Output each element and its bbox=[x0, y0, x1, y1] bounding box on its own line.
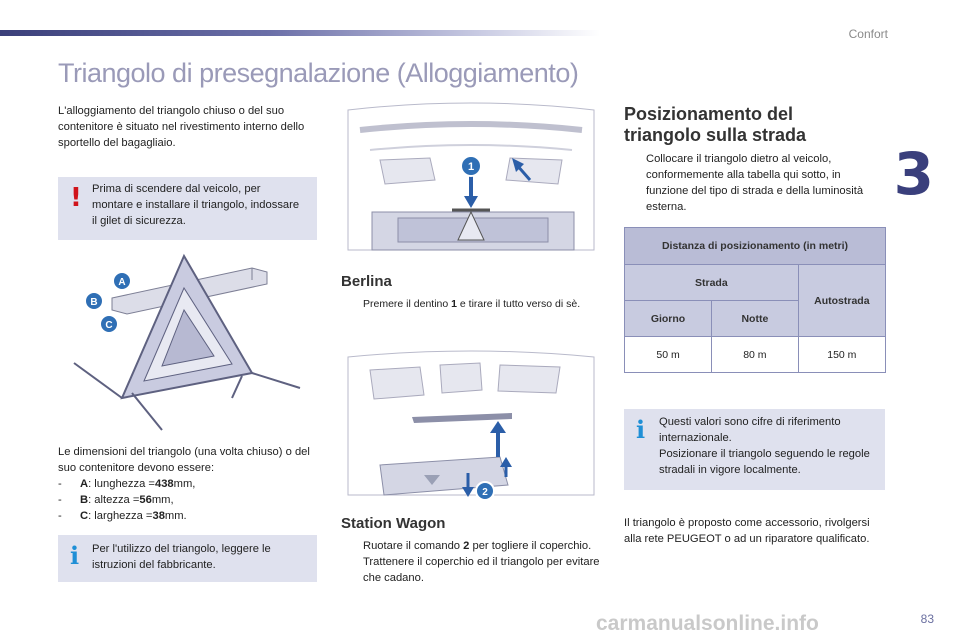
instruction-item: Ruotare il comando 2 per togliere il coperchio. bbox=[341, 538, 603, 554]
step-2-label: 2 bbox=[482, 487, 488, 498]
berlina-figure bbox=[340, 100, 602, 265]
label-a: A bbox=[118, 277, 126, 288]
chapter-number: 3 bbox=[893, 140, 934, 208]
column-autostrada: Autostrada bbox=[798, 265, 885, 337]
intro-text: L'alloggiamento del triangolo chiuso o del suo contenitore è situato nel rivestimento interno dello sportello del bagagliaio. bbox=[58, 105, 305, 149]
warning-text: Prima di scendere dal veicolo, per montare e installare il triangolo, indossare il gilet di sicurezza. bbox=[92, 183, 300, 227]
info-text-reference: Questi valori sono cifre di riferimento internazionale. Posizionare il triangolo seguendo le regole stradali in vigore localmente. bbox=[659, 416, 870, 476]
header-accent-bar bbox=[0, 30, 600, 36]
dimensions-intro: Le dimensioni del triangolo (una volta chiuso) o del suo contenitore devono essere: bbox=[58, 446, 310, 474]
warning-box bbox=[58, 177, 317, 240]
watermark: carmanualsonline.info bbox=[596, 612, 819, 635]
label-c-icon bbox=[100, 315, 118, 333]
triangle-figure bbox=[62, 248, 312, 433]
label-c: C bbox=[105, 320, 113, 331]
dimension-item: - A : lunghezza = 438 mm, bbox=[58, 478, 196, 490]
step-1-icon bbox=[461, 156, 481, 176]
bullet-icon bbox=[341, 296, 353, 312]
info-icon: i bbox=[636, 415, 646, 444]
value-notte: 80 m bbox=[712, 337, 799, 373]
label-b: B bbox=[90, 297, 98, 308]
positioning-instruction: Collocare il triangolo dietro al veicolo, conformemente alla tabella qui sotto, in funzione del tipo di strada e della luminosità esterna. bbox=[624, 151, 864, 215]
bullet-icon bbox=[624, 151, 636, 215]
info-box-reference bbox=[624, 409, 885, 490]
label-b-icon bbox=[85, 292, 103, 310]
column-giorno: Giorno bbox=[625, 301, 712, 337]
distance-table bbox=[624, 227, 886, 373]
value-giorno: 50 m bbox=[625, 337, 712, 373]
accessory-note: Il triangolo è proposto come accessorio, rivolgersi alla rete PEUGEOT o ad un riparatore qualificato. bbox=[624, 517, 870, 545]
step-1-label: 1 bbox=[467, 161, 475, 173]
step-2-icon bbox=[476, 482, 494, 500]
station-wagon-instructions bbox=[341, 538, 603, 586]
column-notte: Notte bbox=[712, 301, 799, 337]
page-title: Triangolo di presegnalazione (Alloggiamento) bbox=[58, 58, 579, 88]
positioning-heading: Posizionamento del triangolo sulla strada bbox=[624, 104, 807, 145]
table-title: Distanza di posizionamento (in metri) bbox=[625, 228, 886, 265]
bullet-icon bbox=[341, 538, 353, 554]
section-label: Confort bbox=[848, 27, 888, 41]
berlina-heading: Berlina bbox=[341, 273, 392, 290]
dimension-item: - C : larghezza = 38 mm. bbox=[58, 510, 187, 522]
bullet-icon bbox=[341, 554, 353, 586]
warning-icon: ! bbox=[70, 183, 82, 213]
page-number: 83 bbox=[920, 612, 934, 626]
station-wagon-figure bbox=[340, 345, 602, 507]
info-text: Per l'utilizzo del triangolo, leggere le istruzioni del fabbricante. bbox=[92, 543, 271, 571]
instruction-item: Trattenere il coperchio ed il triangolo per evitare che cadano. bbox=[341, 554, 603, 586]
dimension-item: - B : altezza = 56 mm, bbox=[58, 494, 174, 506]
info-icon: i bbox=[70, 541, 80, 570]
value-autostrada: 150 m bbox=[798, 337, 885, 373]
berlina-instruction: Premere il dentino 1 e tirare il tutto verso di sè. bbox=[341, 296, 603, 312]
station-wagon-heading: Station Wagon bbox=[341, 515, 446, 532]
column-strada: Strada bbox=[625, 265, 799, 301]
info-box-instructions bbox=[58, 535, 317, 582]
label-a-icon bbox=[113, 272, 131, 290]
dimensions-list bbox=[58, 476, 318, 524]
